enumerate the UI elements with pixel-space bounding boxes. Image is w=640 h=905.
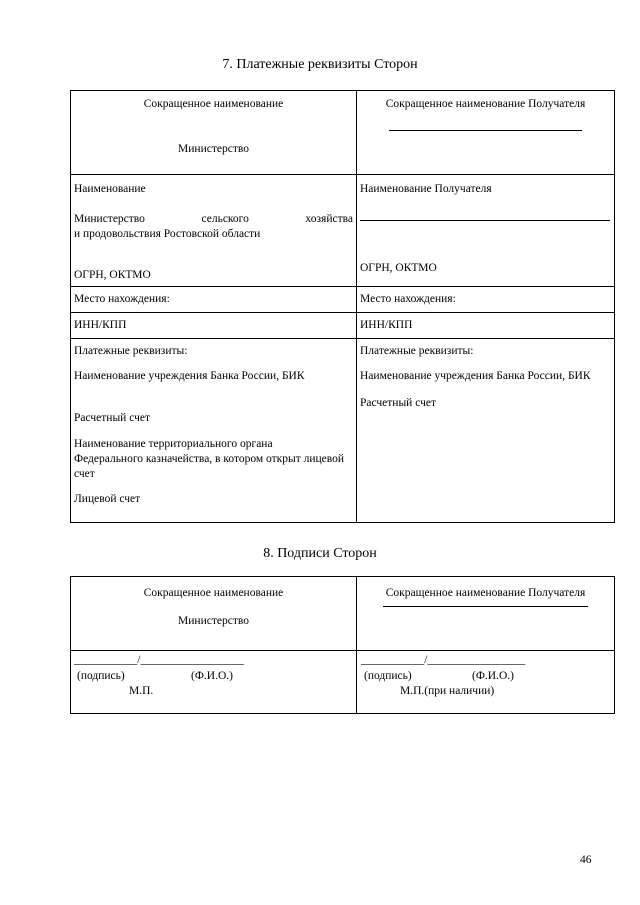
right-name-label: Наименование Получателя	[360, 183, 492, 195]
left-bank-label: Наименование учреждения Банка России, БИК	[74, 370, 305, 382]
left-name-cell	[71, 175, 357, 287]
left-short-name-label: Сокращенное наименование	[143, 98, 284, 110]
left-account-label: Расчетный счет	[74, 412, 150, 424]
table-row	[71, 175, 615, 287]
left-personal-account-label: Лицевой счет	[74, 493, 141, 505]
right-short-name-label: Сокращенное наименование Получателя	[385, 98, 586, 110]
right-payment-label: Платежные реквизиты:	[360, 345, 474, 357]
left-signature-name-cell	[71, 577, 357, 651]
table-row	[71, 577, 615, 651]
left-payment-label: Платежные реквизиты:	[74, 345, 188, 357]
table-row	[71, 313, 615, 339]
table-row	[71, 287, 615, 313]
right-payment-cell	[357, 339, 615, 523]
right-sign-short-name-blank	[383, 605, 588, 607]
table-row	[71, 339, 615, 523]
left-signature-cell	[71, 651, 357, 714]
right-sign-short-name-label: Сокращенное наименование Получателя	[385, 587, 586, 599]
left-name-value-line1: Министерство сельского хозяйства	[74, 213, 353, 225]
left-treasury-label: Наименование территориального органа Федерального казначейства, в котором открыт лицевой счет	[74, 438, 345, 480]
left-short-name-value: Министерство	[178, 143, 249, 155]
right-inn-label: ИНН/КПП	[357, 313, 615, 339]
left-name-label: Наименование	[74, 183, 146, 195]
left-location-label: Место нахождения:	[71, 287, 357, 313]
right-short-name-cell	[357, 91, 615, 175]
right-fio-caption: (Ф.И.О.)	[472, 670, 514, 682]
right-stamp-label: М.П.(при наличии)	[400, 685, 495, 697]
right-short-name-blank	[389, 129, 582, 131]
right-bank-label: Наименование учреждения Банка России, БИК	[360, 370, 591, 382]
left-ogrn-label: ОГРН, ОКТМО	[74, 269, 151, 281]
payment-details-table	[70, 90, 615, 523]
right-signature-cell	[357, 651, 615, 714]
left-fio-caption: (Ф.И.О.)	[191, 670, 233, 682]
left-signature-line: ___________/__________________	[74, 654, 244, 666]
table-row	[71, 91, 615, 175]
left-stamp-label: М.П.	[129, 685, 154, 697]
section-8-title: 8. Подписи Сторон	[263, 546, 377, 561]
signatures-table	[70, 576, 615, 714]
left-sign-short-name-label: Сокращенное наименование	[143, 587, 284, 599]
left-sign-short-name-value: Министерство	[178, 615, 249, 627]
page-number: 46	[580, 854, 592, 866]
left-name-value-line2: и продовольствия Ростовской области	[74, 228, 261, 240]
left-signature-caption: (подпись)	[77, 670, 125, 682]
right-name-blank	[360, 219, 610, 221]
right-signature-caption: (подпись)	[364, 670, 412, 682]
right-name-cell	[357, 175, 615, 287]
right-location-label: Место нахождения:	[357, 287, 615, 313]
left-short-name-cell	[71, 91, 357, 175]
section-7-title: 7. Платежные реквизиты Сторон	[222, 57, 418, 72]
left-payment-cell	[71, 339, 357, 523]
right-signature-name-cell	[357, 577, 615, 651]
left-inn-label: ИНН/КПП	[71, 313, 357, 339]
right-ogrn-label: ОГРН, ОКТМО	[360, 262, 437, 274]
table-row	[71, 651, 615, 714]
right-account-label: Расчетный счет	[360, 397, 436, 409]
right-signature-line: ___________/_________________	[361, 654, 526, 666]
